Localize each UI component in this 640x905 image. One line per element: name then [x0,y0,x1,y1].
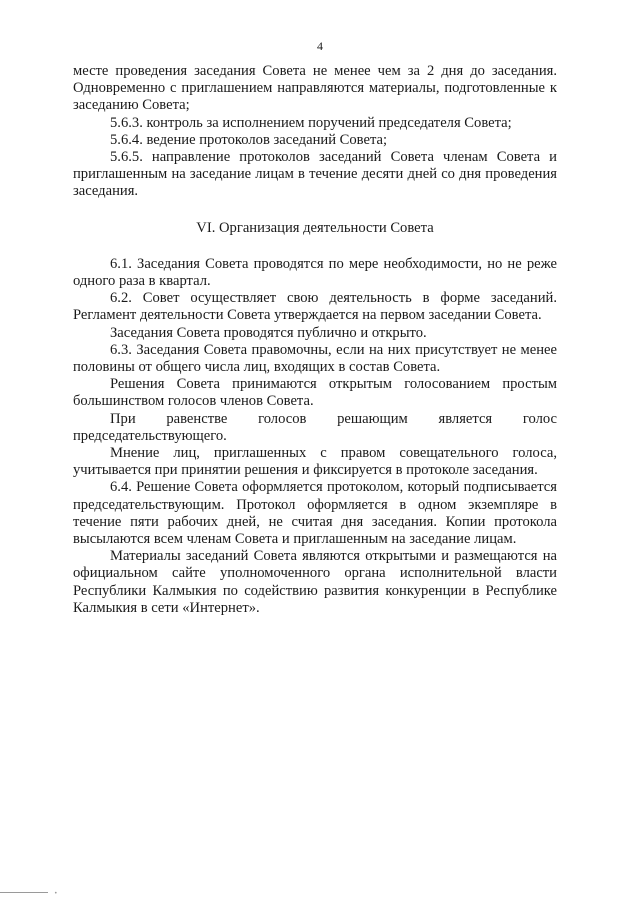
paragraph-public-meetings: Заседания Совета проводятся публично и открыто. [110,324,427,341]
footer-rule [0,892,48,893]
paragraph-6-4: 6.4. Решение Совета оформляется протоколом, который подписывается председательствующим. Протокол оформляется в одном экземпляре в течение пяти рабочих дней, не считая дня заседания. Копии протокола высылаются всем членам Совета и приглашенным на заседание лицам. [73,479,557,548]
paragraph-5-6-5: 5.6.5. направление протоколов заседаний Совета членам Совета и приглашенным на заседание лицам в течение десяти дней со дня проведения заседания. [73,149,557,200]
paragraph-materials-published: Материалы заседаний Совета являются открытыми и размещаются на официальном сайте уполномоченного органа исполнительной власти Республики Калмыкия по содействию развития конкуренции в Республике Калмыкия в сети «Интернет». [73,548,557,616]
paragraph-decisions-voting: Решения Совета принимаются открытым голосованием простым большинством голосов членов Совета. [73,376,557,410]
paragraph-tie-vote: При равенстве голосов решающим является голос председательствующего. [73,410,557,444]
paragraph-6-2: 6.2. Совет осуществляет свою деятельность в форме заседаний. Регламент деятельности Совета утверждается на первом заседании Совета. [73,290,557,324]
paragraph-5-6-4: 5.6.4. ведение протоколов заседаний Совета; [110,131,388,148]
footer-mark: • [54,890,58,897]
paragraph-advisory-opinion: Мнение лиц, приглашенных с правом совещательного голоса, учитывается при принятии решения и фиксируется в протоколе заседания. [73,445,557,479]
paragraph-meeting-notice: месте проведения заседания Совета не менее чем за 2 дня до заседания. Одновременно с приглашением направляются материалы, подготовленные к заседанию Совета; [73,63,557,114]
paragraph-6-3: 6.3. Заседания Совета правомочны, если на них присутствует не менее половины от общего числа лиц, входящих в состав Совета. [73,341,557,376]
paragraph-6-1: 6.1. Заседания Совета проводятся по мере необходимости, но не реже одного раза в квартал. [73,255,557,290]
section-heading-vi: VI. Организация деятельности Совета [196,219,434,236]
paragraph-5-6-3: 5.6.3. контроль за исполнением поручений председателя Совета; [110,114,512,131]
page-number: 4 [317,39,323,53]
document-body [73,63,557,617]
